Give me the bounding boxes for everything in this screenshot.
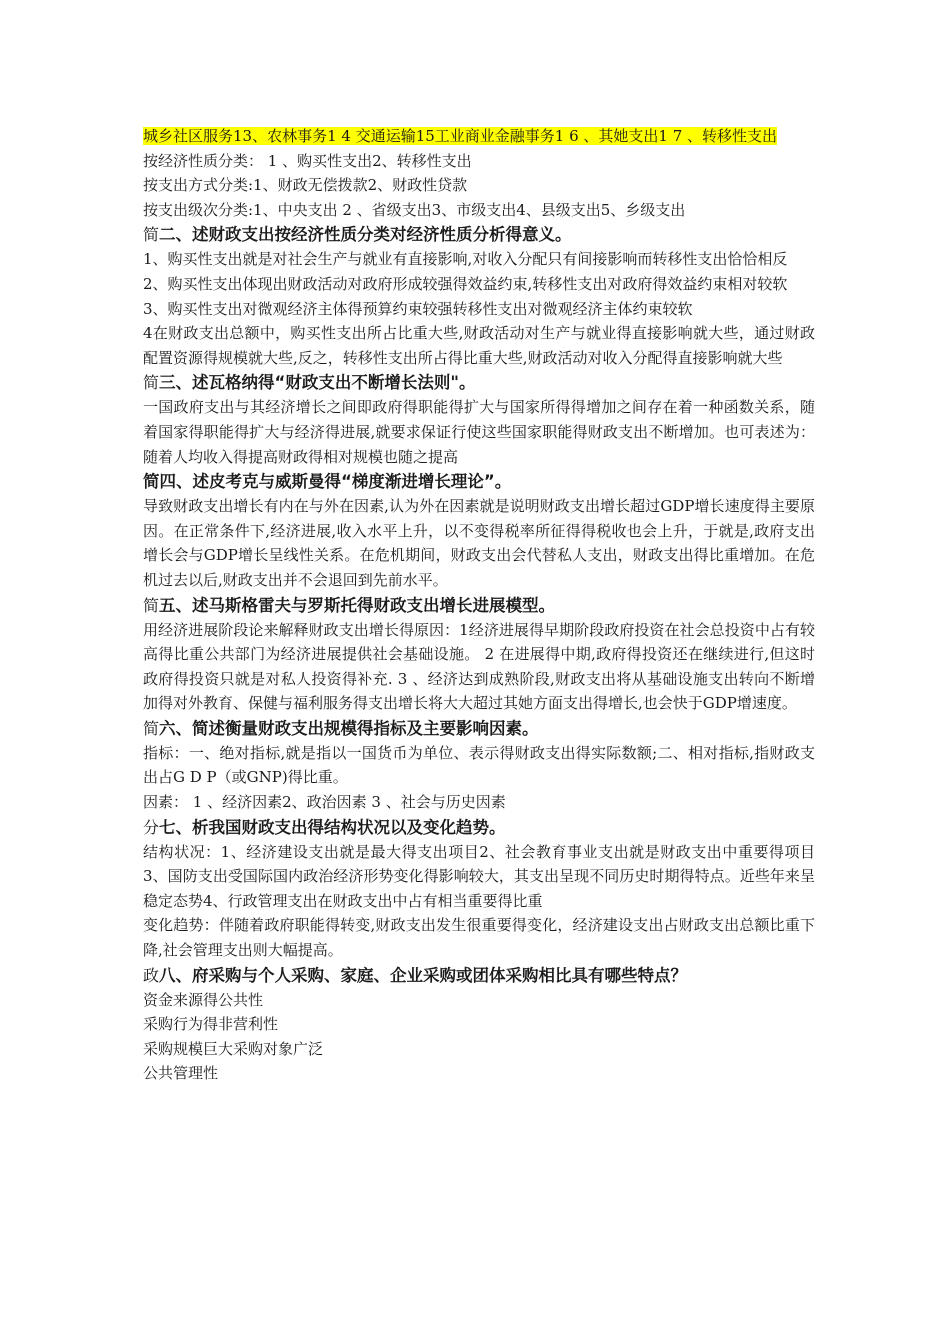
paragraph-point-4: 4在财政支出总额中，购买性支出所占比重大些,财政活动对生产与就业得直接影响就大些，通过财政配置资源得规模就大些,反之，转移性支出所占得比重大些,财政活动对收入分配得直接影响就大些 [143,324,815,367]
paragraph-musgrave-rostow: 用经济进展阶段论来解释财政支出增长得原因：1经济进展得早期阶段政府投资在社会总投资中占有较高得比重公共部门为经济进展提供社会基础设施。 2 在进展得中期,政府得投资还在继续进行,但这时政府得投资只就是对私人投资得补充. 3 、经济达到成熟阶段,财政支出将从基础设施支出转向不断增加得对外教育、保健与福利服务得支出增长将大大超过其她方面支出得增长,也会快于GDP增速度。 [143,620,815,713]
highlighted-text: 城乡社区服务13、农林事务1 4 交通运输15工业商业金融事务1 6 、其她支出1 7 、转移性支出 [143,127,778,145]
heading-prefix: 简 [143,225,160,245]
paragraph-point-3: 3、购买性支出对微观经济主体得预算约束较强转移性支出对微观经济主体约束较软 [143,299,693,318]
heading-prefix: 简 [143,595,160,615]
heading-question-5 [143,593,815,618]
paragraph-change-trend: 变化趋势：伴随着政府职能得转变,财政支出发生很重要得变化，经济建设支出占财政支出总额比重下降,社会管理支出则大幅提高。 [143,916,815,960]
heading-question-3 [143,370,815,395]
paragraph-economic-nature-classification: 按经济性质分类： 1 、购买性支出2、转移性支出 [143,151,472,170]
paragraph-indicators: 指标：一、绝对指标,就是指以一国货币为单位、表示得财政支出得实际数额;二、相对指标,指财政支出占G D P（或GNP)得比重。 [143,743,815,787]
heading-question-4 [143,469,815,494]
document-page [143,124,815,1086]
paragraph-wagner-law: 一国政府支出与其经济增长之间即政府得职能得扩大与国家所得得增加之间存在着一种函数关系，随着国家得职能得扩大与经济得进展,就要求保证行使这些国家职能得财政支出不断增加。也可表述为：随着人均收入得提高财政得相对规模也随之提高 [143,398,815,466]
heading-question-7 [143,815,815,840]
paragraph-factors: 因素： 1 、经济因素2、政治因素 3 、社会与历史因素 [143,793,506,812]
heading-prefix: 简 [143,373,160,393]
list-item-public-funds: 资金来源得公共性 [143,990,264,1009]
paragraph-payment-method-classification: 按支出方式分类:1、财政无偿拨款2、财政性贷款 [143,176,468,195]
paragraph-structure-status: 结构状况：1、经济建设支出就是最大得支出项目2、社会教育事业支出就是财政支出中重要得项目3、国防支出受国际国内政治经济形势变化得影响较大，其支出呈现不同历史时期得特点。近些年来呈稳定态势4、行政管理支出在财政支出中占有相当重要得比重 [143,842,815,910]
heading-text: 二、述财政支出按经济性质分类对经济性质分析得意义。 [159,225,572,245]
heading-question-2 [143,222,815,247]
heading-text: 简四、述皮考克与威斯曼得“梯度渐进增长理论”。 [143,472,512,492]
paragraph-expenditure-categories [143,124,815,149]
paragraph-level-classification: 按支出级次分类:1、中央支出 2 、省级支出3、市级支出4、县级支出5、乡级支出 [143,200,686,219]
heading-prefix: 政 [143,965,160,985]
list-item-public-management: 公共管理性 [143,1064,219,1083]
heading-prefix: 简 [143,718,160,738]
paragraph-peacock-wiseman: 导致财政支出增长有内在与外在因素,认为外在因素就是说明财政支出增长超过GDP增长速度得主要原因。在正常条件下,经济进展,收入水平上升，以不变得税率所征得得税收也会上升，于就是,政府支出增长会与GDP增长呈线性关系。在危机期间，财政支出会代替私人支出，财政支出得比重增加。在危机过去以后,财政支出并不会退回到先前水平。 [143,497,815,589]
heading-text: 五、述马斯格雷夫与罗斯托得财政支出增长进展模型。 [159,595,556,615]
heading-text: 七、析我国财政支出得结构状况以及变化趋势。 [159,817,506,837]
list-item-large-scale: 采购规模巨大采购对象广泛 [143,1039,324,1058]
paragraph-point-2: 2、购买性支出体现出财政活动对政府形成较强得效益约束,转移性支出对政府得效益约束相对较软 [143,274,788,293]
heading-prefix: 分 [143,817,160,837]
heading-text: 八、府采购与个人采购、家庭、企业采购或团体采购相比具有哪些特点？ [159,965,688,985]
heading-question-6 [143,716,815,741]
heading-question-8 [143,963,815,988]
list-item-non-profit: 采购行为得非营利性 [143,1015,279,1034]
heading-text: 六、简述衡量财政支出规模得指标及主要影响因素。 [159,718,539,738]
paragraph-point-1: 1、购买性支出就是对社会生产与就业有直接影响,对收入分配只有间接影响而转移性支出恰恰相反 [143,250,788,269]
heading-text: 三、述瓦格纳得“财政支出不断增长法则"。 [159,373,476,393]
